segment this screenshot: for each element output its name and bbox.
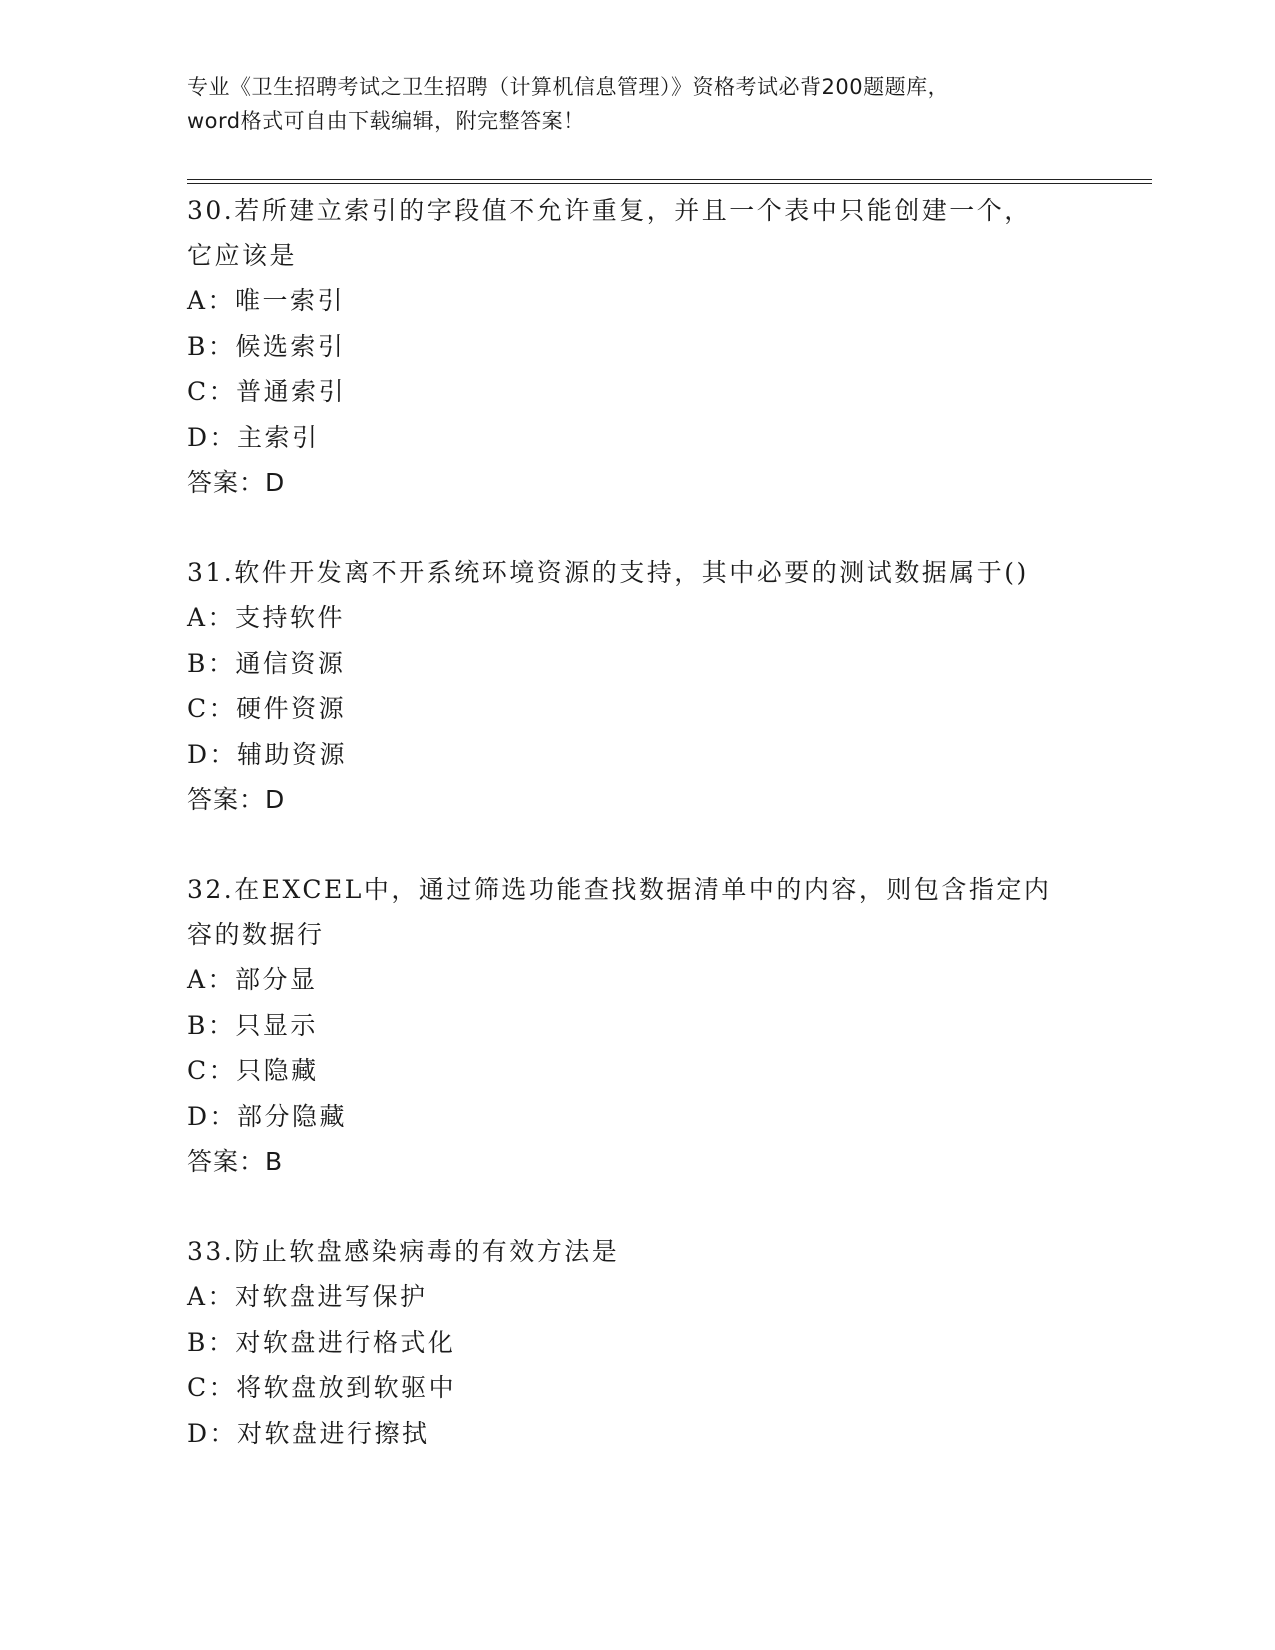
- header-line-2: word格式可自由下载编辑，附完整答案！: [187, 109, 585, 133]
- option-c: C：只隐藏: [187, 1056, 319, 1085]
- question-stem-line: 30.若所建立索引的字段值不允许重复，并且一个表中只能创建一个，: [187, 196, 1032, 225]
- question-30: [187, 188, 1147, 505]
- option-d: D：对软盘进行擦拭: [187, 1418, 430, 1448]
- question-32: [187, 867, 1147, 1184]
- spacer: [187, 505, 1147, 550]
- option-b: B：通信资源: [187, 648, 346, 678]
- option-d: D：部分隐藏: [187, 1101, 348, 1131]
- question-31: [187, 550, 1147, 822]
- option-a: A：部分显: [187, 965, 318, 994]
- option-d: D：辅助资源: [187, 739, 348, 769]
- option-a: A：支持软件: [187, 603, 346, 632]
- option-c: C：硬件资源: [187, 694, 347, 723]
- answer: 答案：B: [187, 1147, 284, 1176]
- option-c: C：普通索引: [187, 377, 347, 406]
- answer: 答案：D: [187, 785, 286, 814]
- option-c: C：将软盘放到软驱中: [187, 1373, 457, 1402]
- question-33: [187, 1229, 1147, 1456]
- spacer: [187, 1184, 1147, 1229]
- header-divider-bottom: [187, 183, 1152, 184]
- answer: 答案：D: [187, 468, 286, 497]
- option-a: A：对软盘进写保护: [187, 1282, 428, 1311]
- header-line-1: 专业《卫生招聘考试之卫生招聘（计算机信息管理）》资格考试必背200题题库，: [187, 75, 950, 99]
- question-list: [187, 188, 1147, 1456]
- header-divider-top: [187, 179, 1152, 180]
- question-stem-line: 它应该是: [187, 241, 298, 270]
- question-stem-line: 容的数据行: [187, 920, 325, 949]
- option-b: B：候选索引: [187, 331, 346, 361]
- option-a: A：唯一索引: [187, 286, 346, 315]
- option-b: B：只显示: [187, 1010, 318, 1040]
- option-b: B：对软盘进行格式化: [187, 1327, 456, 1357]
- question-stem-line: 31.软件开发离不开系统环境资源的支持，其中必要的测试数据属于(): [187, 558, 1029, 587]
- spacer: [187, 822, 1147, 867]
- question-stem-line: 33.防止软盘感染病毒的有效方法是: [187, 1237, 620, 1266]
- question-stem-line: 32.在EXCEL中，通过筛选功能查找数据清单中的内容，则包含指定内: [187, 875, 1052, 904]
- option-d: D：主索引: [187, 422, 320, 452]
- document-header: [187, 70, 1087, 138]
